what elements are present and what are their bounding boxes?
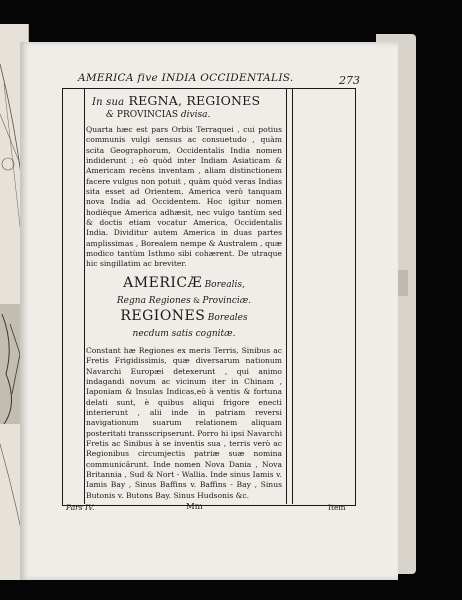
heading-main: REGNA, REGIONES [128, 93, 261, 108]
running-title: AMERICA five INDIA OCCIDENTALIS. [78, 72, 294, 84]
borealis-label: Borealis, [204, 279, 245, 290]
subsection-heading-line3 [86, 309, 282, 326]
right-margin-rule-1 [286, 88, 287, 504]
subsection-heading-line2 [86, 293, 282, 309]
heading2-ampersand: & [193, 295, 200, 305]
paragraph-regions-text: Constant hæ Regiones ex meris Terris, Sinibus ac Fretis Frigidissimis, quæ diversarum nationum Navarchi Europæi detexerunt , qui animo indagandi novum ac vicinum iter in Chinam , Iaponiam & Insulas Indicas,eò à ventis & fortuna delati sunt, è quibus aliqui frigore enecti interierunt , alii inde in patriam reversi navigationum suarum relationem aliquam posteritati transscripserunt. Porro hi ipsi Navarchi Fretis ac Sinibus à se inventis sua , terris verò ac Regionibus circumjectis patriæ suæ nomina communicârunt. Inde nomen Nova Dania , Nova Britannia , Sud & Nort - Wallia. Inde sinus Iamis v. Iamis Bay , Sinus Baffins v. Baffins - Bay , Sinus Butonis v. Butons Bay. Sinus Hudsonis &c. [86, 345, 282, 500]
heading-provincias: PROVINCIAS [116, 110, 178, 120]
footer-catchword: Item [328, 503, 346, 512]
provinciae-label: Provinciæ. [202, 295, 252, 306]
regna-regiones-label: Regna Regiones [116, 295, 191, 306]
footer-part-label: Pars IV. [66, 503, 95, 512]
subsection-heading [86, 276, 282, 342]
paragraph-regions [86, 346, 282, 501]
right-margin-rule-2 [292, 88, 293, 504]
page-number: 273 [339, 74, 360, 87]
heading-prefix: In sua [92, 97, 125, 108]
regiones-title: REGIONES [120, 307, 206, 324]
paragraph-intro-text: Quarta hæc est pars Orbis Terraquei , cui potius communis vulgi sensus ac consuetudo , quàm scita Geographorum, Occidentalis India nomen indiderunt ; eò quòd inter Indiam Asiaticam & Americam recèns inventam , aliam distinctionem facere vulgus non potuit , quàm quòd veras Indias sita esset ad Orientem, America verò tanquam nova India ad Occidentem. Hoc igitur nomen hodièque America adhæsit, nec vulgo tantùm sed & doctis etiam vocatur America, Occidentalis India. Dividitur autem America in duas partes amplissimas , Borealem nempe & Australem , quæ modico tantùm Isthmo sibi cohærent. De utraque hic singillatim ac breviter. [86, 125, 282, 269]
americae-title: AMERICÆ [123, 274, 203, 291]
heading-ampersand: & [106, 110, 115, 120]
subsection-heading-line1 [86, 276, 282, 293]
section-subheading [106, 110, 282, 121]
necdum-label: necdum satis cognitæ. [132, 328, 236, 339]
section-heading [92, 94, 282, 110]
footer-signature-mark: Mm [186, 502, 203, 512]
main-text-column [86, 90, 282, 501]
heading-divisa: divisa. [180, 110, 211, 120]
paragraph-intro [86, 125, 282, 270]
boreales-label: Boreales [207, 312, 248, 323]
left-margin-rule [84, 88, 85, 504]
subsection-heading-line4 [86, 326, 282, 342]
